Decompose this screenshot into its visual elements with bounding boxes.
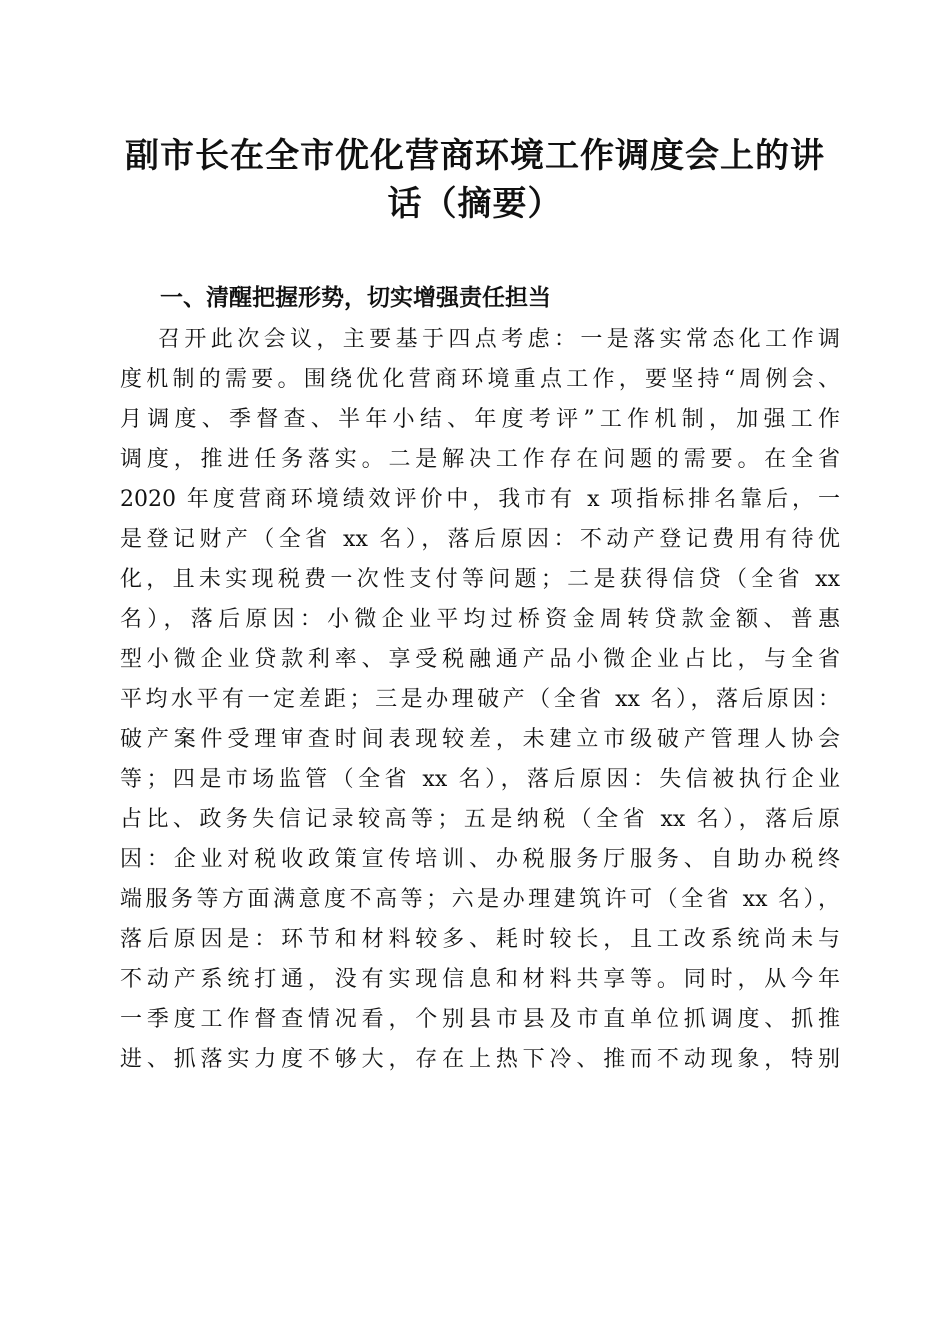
paragraph-line: 进、抓落实力度不够大，存在上热下冷、推而不动现象，特别 xyxy=(120,1047,840,1072)
paragraph-line: 破产案件受理审查时间表现较差，未建立市级破产管理人协会 xyxy=(120,727,840,752)
paragraph-line: 平均水平有一定差距；三是办理破产（全省 xx 名），落后原因： xyxy=(120,687,840,712)
document-title xyxy=(110,132,840,228)
paragraph-line: 因：企业对税收政策宣传培训、办税服务厅服务、自助办税终 xyxy=(120,847,840,872)
document-title-line-1: 副市长在全市优化营商环境工作调度会上的讲 xyxy=(125,136,825,176)
paragraph-line: 型小微企业贷款利率、享受税融通产品小微企业占比，与全省 xyxy=(120,647,840,672)
paragraph-line: 落后原因是：环节和材料较多、耗时较长，且工改系统尚未与 xyxy=(120,927,840,952)
paragraph-line: 是登记财产（全省 xx 名），落后原因：不动产登记费用有待优 xyxy=(120,527,840,552)
paragraph-line: 端服务等方面满意度不高等；六是办理建筑许可（全省 xx 名）， xyxy=(120,887,840,912)
paragraph-line: 化，且未实现税费一次性支付等问题；二是获得信贷（全省 xx xyxy=(120,567,840,592)
paragraph-line: 月调度、季督查、半年小结、年度考评”工作机制，加强工作 xyxy=(120,407,840,432)
paragraph-line: 召开此次会议，主要基于四点考虑：一是落实常态化工作调 xyxy=(158,327,840,352)
paragraph-line: 不动产系统打通，没有实现信息和材料共享等。同时，从今年 xyxy=(120,967,840,992)
paragraph-line: 名），落后原因：小微企业平均过桥资金周转贷款金额、普惠 xyxy=(120,607,840,632)
paragraph-line: 度机制的需要。围绕优化营商环境重点工作，要坚持“周例会、 xyxy=(120,367,840,392)
section-1-heading: 一、清醒把握形势，切实增强责任担当 xyxy=(160,285,551,311)
paragraph-line: 2020 年度营商环境绩效评价中，我市有 x 项指标排名靠后，一 xyxy=(120,487,840,512)
document-title-line-2: 话（摘要） xyxy=(387,184,563,224)
section-1-paragraph xyxy=(120,320,840,1080)
paragraph-line: 调度，推进任务落实。二是解决工作存在问题的需要。在全省 xyxy=(120,447,840,472)
paragraph-line: 一季度工作督查情况看，个别县市县及市直单位抓调度、抓推 xyxy=(120,1007,840,1032)
paragraph-line: 等；四是市场监管（全省 xx 名），落后原因：失信被执行企业 xyxy=(120,767,840,792)
paragraph-line: 占比、政务失信记录较高等；五是纳税（全省 xx 名），落后原 xyxy=(120,807,840,832)
